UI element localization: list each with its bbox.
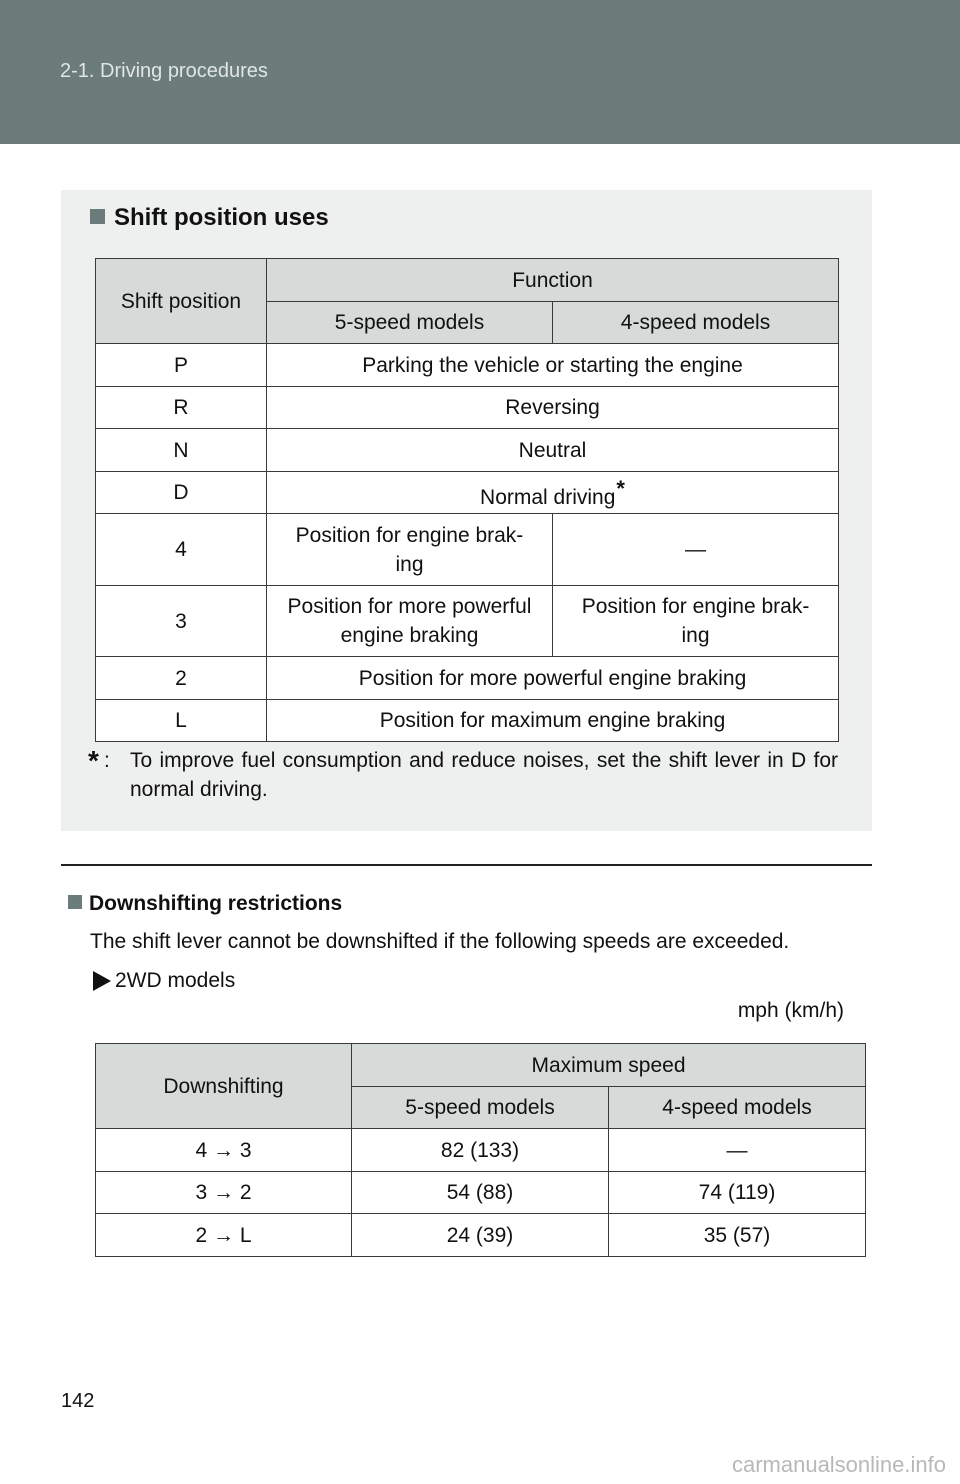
- shift-position-cell: 3: [96, 586, 267, 657]
- table-row: [96, 1214, 866, 1257]
- header-downshifting: Downshifting: [96, 1044, 352, 1129]
- table-row: [96, 1172, 866, 1214]
- function-cell: Position for more powerful engine braking: [267, 657, 839, 700]
- section-divider: [61, 864, 872, 866]
- speed-5speed-cell: 54 (88): [352, 1172, 609, 1214]
- shift-position-cell: N: [96, 429, 267, 472]
- page-header: [0, 0, 960, 144]
- footnote-asterisk: *: [88, 745, 99, 776]
- model-label: [93, 969, 235, 993]
- page-number: 142: [61, 1390, 95, 1412]
- model-label-text: 2WD models: [115, 969, 236, 992]
- function-cell: Reversing: [267, 387, 839, 429]
- speed-4speed-cell: 35 (57): [609, 1214, 866, 1257]
- speed-5speed-cell: 82 (133): [352, 1129, 609, 1172]
- speed-4speed-cell: 74 (119): [609, 1172, 866, 1214]
- table-row: [96, 387, 839, 429]
- footnote-text: To improve fuel consumption and reduce noises, set the shift lever in D for normal driving.: [130, 749, 838, 801]
- section-title: 2-1. Driving procedures: [60, 60, 268, 82]
- footnote-colon: :: [104, 749, 110, 772]
- triangle-bullet-icon: [93, 971, 111, 991]
- downshift-cell: 3 → 2: [96, 1172, 352, 1214]
- header-maximum-speed: Maximum speed: [352, 1044, 866, 1087]
- shift-position-cell: 2: [96, 657, 267, 700]
- downshift-table: [95, 1043, 866, 1257]
- shift-position-cell: P: [96, 344, 267, 387]
- header-5speed: 5-speed models: [267, 302, 553, 344]
- footnote-marker: *: [616, 475, 625, 501]
- header-shift-position: Shift position: [96, 259, 267, 344]
- downshift-cell: 4 → 3: [96, 1129, 352, 1172]
- function-cell: Neutral: [267, 429, 839, 472]
- speed-4speed-cell: —: [609, 1129, 866, 1172]
- units-label: mph (km/h): [737, 999, 844, 1022]
- square-bullet-icon: [90, 209, 105, 224]
- header-5speed: 5-speed models: [352, 1087, 609, 1129]
- table-row: [96, 429, 839, 472]
- table-row: [96, 700, 839, 742]
- table-row: [96, 1129, 866, 1172]
- function-5speed-cell: Position for more powerful engine braking: [267, 586, 553, 657]
- function-4speed-cell: Position for engine brak- ing: [553, 586, 839, 657]
- speed-5speed-cell: 24 (39): [352, 1214, 609, 1257]
- header-4speed: 4-speed models: [609, 1087, 866, 1129]
- function-cell: Parking the vehicle or starting the engine: [267, 344, 839, 387]
- shift-uses-heading-text: Shift position uses: [114, 204, 329, 231]
- downshift-cell: 2 → L: [96, 1214, 352, 1257]
- header-function: Function: [267, 259, 839, 302]
- shift-position-cell: R: [96, 387, 267, 429]
- downshift-heading-text: Downshifting restrictions: [89, 892, 343, 915]
- table-row: [96, 657, 839, 700]
- table-row: [96, 344, 839, 387]
- shift-position-cell: D: [96, 472, 267, 514]
- shift-uses-heading: [90, 204, 329, 232]
- header-4speed: 4-speed models: [553, 302, 839, 344]
- function-text: Normal driving: [480, 485, 616, 509]
- function-5speed-cell: Position for engine brak- ing: [267, 514, 553, 586]
- function-cell: Position for maximum engine braking: [267, 700, 839, 742]
- footnote: [88, 746, 838, 804]
- shift-position-cell: 4: [96, 514, 267, 586]
- shift-position-cell: L: [96, 700, 267, 742]
- function-4speed-cell: —: [553, 514, 839, 586]
- shift-position-table: [95, 258, 839, 742]
- downshift-description: The shift lever cannot be downshifted if the following speeds are exceeded.: [90, 930, 790, 953]
- function-cell: [267, 472, 839, 514]
- table-row: [96, 586, 839, 657]
- square-bullet-icon: [68, 895, 82, 909]
- watermark: carmanualsonline.info: [731, 1452, 946, 1477]
- table-row: [96, 514, 839, 586]
- downshift-heading: [68, 892, 342, 916]
- table-row: [96, 472, 839, 514]
